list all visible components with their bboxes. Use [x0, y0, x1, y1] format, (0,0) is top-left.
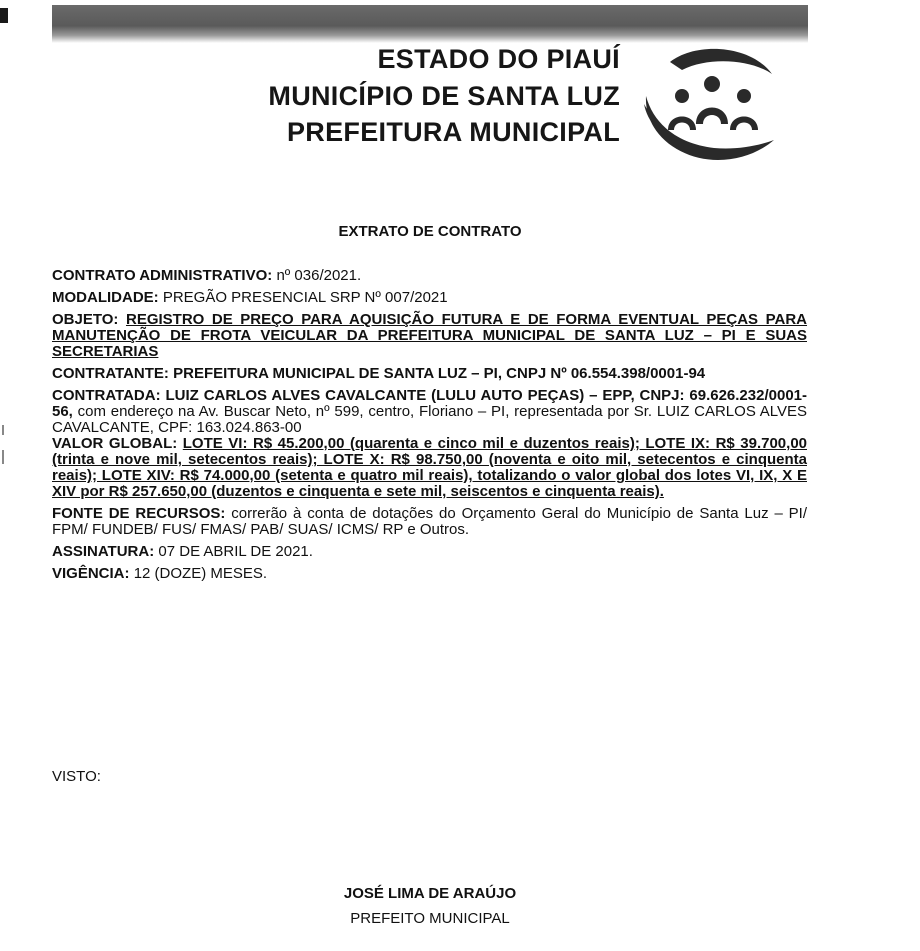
vigencia-label: VIGÊNCIA:	[52, 565, 130, 582]
fonte-paragraph	[52, 506, 807, 538]
contratada-label: CONTRATADA:	[52, 387, 161, 404]
valor-value: LOTE VI: R$ 45.200,00 (quarenta e cinco mil e duzentos reais); LOTE IX: R$ 39.700,00 (trinta e nove mil, setecentos reais); LOTE X: R$ 98.750,00 (noventa e oito mil, setecentos e cinquenta reais); LOTE XIV: R$ 74.000,00 (setenta e quatro mil reais), totalizando o valor global dos lotes VI, IX, X E XIV por R$ 257.650,00 (duzentos e cinquenta e sete mil, seiscentos e cinquenta reais).	[52, 435, 807, 500]
valor-label: VALOR GLOBAL:	[52, 435, 178, 452]
contrato-label: CONTRATO ADMINISTRATIVO:	[52, 267, 273, 284]
objeto-label: OBJETO:	[52, 311, 119, 328]
visto-label: VISTO:	[52, 768, 101, 785]
municipality-name: MUNICÍPIO DE SANTA LUZ	[268, 81, 620, 111]
modalidade-line	[52, 290, 807, 306]
scan-edge-mark	[2, 425, 4, 435]
modalidade-label: MODALIDADE:	[52, 289, 159, 306]
scan-corner-mark	[0, 8, 8, 23]
contratada-details: com endereço na Av. Buscar Neto, nº 599, centro, Floriano – PI, representada por Sr. LUIZ CARLOS ALVES CAVALCANTE, CPF: 163.024.863-00	[52, 403, 808, 436]
fonte-value: correrão à conta de dotações do Orçamento Geral do Município de Santa Luz – PI/ FPM/ FUNDEB/ FUS/ FMAS/ PAB/ SUAS/ ICMS/ RP e Outros.	[52, 505, 807, 538]
header-bar	[52, 5, 808, 43]
contratante-label: CONTRATANTE:	[52, 365, 169, 382]
vigencia-value: 12 (DOZE) MESES.	[133, 565, 268, 582]
contrato-line	[52, 268, 807, 284]
signatory-role: PREFEITO MUNICIPAL	[350, 910, 510, 927]
contrato-value: nº 036/2021.	[276, 267, 362, 284]
state-name: ESTADO DO PIAUÍ	[377, 44, 620, 74]
assinatura-value: 07 DE ABRIL DE 2021.	[158, 543, 313, 560]
objeto-paragraph	[52, 312, 807, 360]
contratada-paragraph	[52, 388, 807, 436]
valor-paragraph	[52, 436, 807, 500]
contratada-name: LUIZ CARLOS ALVES CAVALCANTE (LULU AUTO PEÇAS) – EPP, CNPJ: 69.626.232/0001-56,	[52, 387, 807, 420]
office-name: PREFEITURA MUNICIPAL	[287, 117, 620, 147]
modalidade-value: PREGÃO PRESENCIAL SRP Nº 007/2021	[162, 289, 448, 306]
scan-edge-mark	[2, 450, 4, 464]
fonte-label: FONTE DE RECURSOS:	[52, 505, 226, 522]
contratante-paragraph	[52, 366, 807, 382]
assinatura-line	[52, 544, 807, 560]
document-title: EXTRATO DE CONTRATO	[338, 223, 522, 240]
assinatura-label: ASSINATURA:	[52, 543, 155, 560]
contract-extract	[52, 268, 807, 588]
municipal-logo	[640, 44, 778, 164]
signatory-name: JOSÉ LIMA DE ARAÚJO	[343, 885, 517, 902]
contratante-value: PREFEITURA MUNICIPAL DE SANTA LUZ – PI, CNPJ Nº 06.554.398/0001-94	[173, 365, 706, 382]
vigencia-line	[52, 566, 807, 582]
objeto-value: REGISTRO DE PREÇO PARA AQUISIÇÃO FUTURA E DE FORMA EVENTUAL PEÇAS PARA MANUTENÇÃO DE FROTA VEICULAR DA PREFEITURA MUNICIPAL DE SANTA LUZ – PI E SUAS SECRETARIAS	[52, 311, 808, 360]
